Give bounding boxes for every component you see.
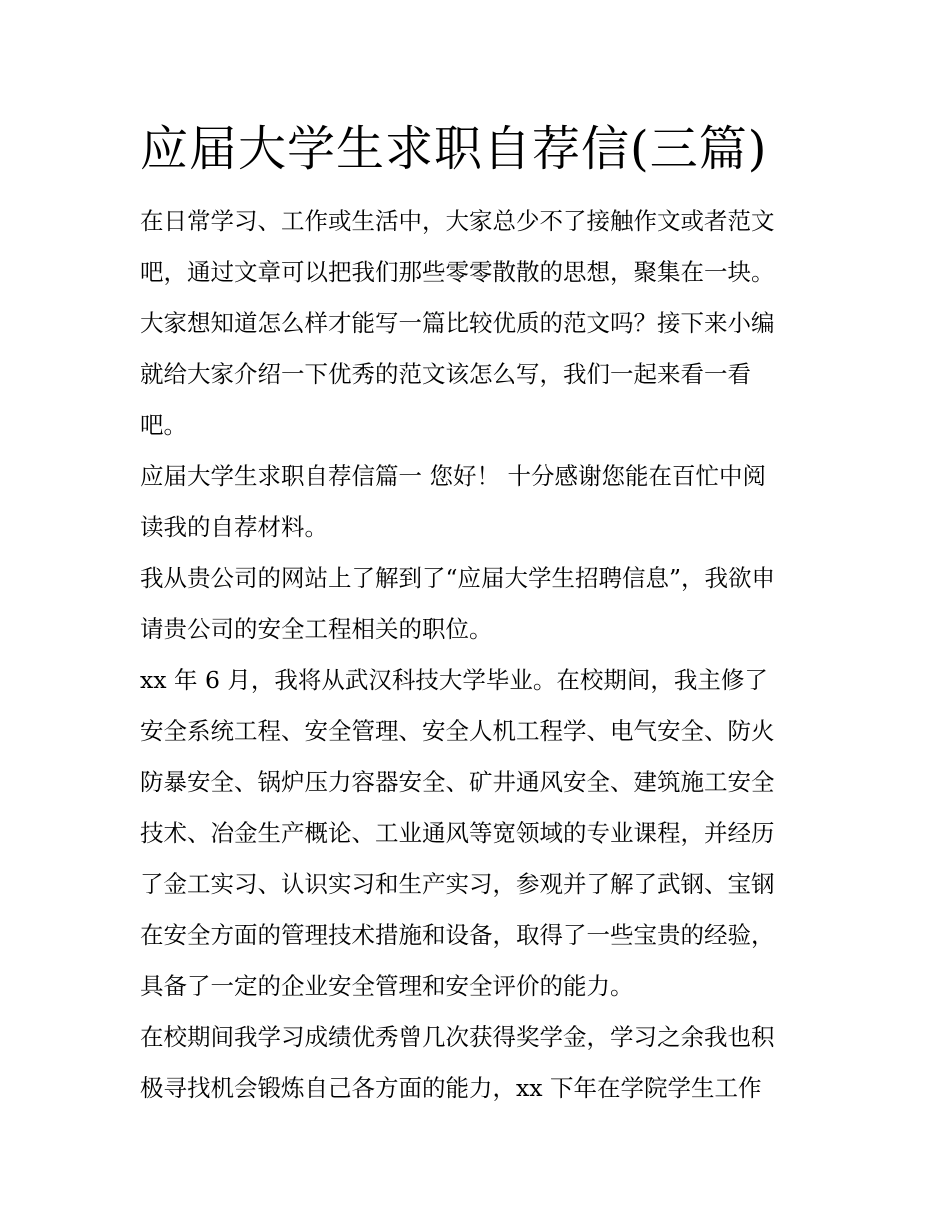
paragraph-greeting [140,451,820,553]
text-line: 具备了一定的企业安全管理和安全评价的能力。 [140,972,634,1000]
text-line: 在校期间我学习成绩优秀曾几次获得奖学金，学习之余我也积 [140,1023,775,1051]
document-body [140,196,820,1114]
paragraph-intro [140,196,820,451]
text-line: 读我的自荐材料。 [140,513,328,541]
document-title: 应届大学生求职自荐信(三篇) [140,121,768,177]
text-line: 了金工实习、认识实习和生产实习，参观并了解了武钢、宝钢 [140,870,775,898]
text-line: 防暴安全、锅炉压力容器安全、矿井通风安全、建筑施工安全 [140,768,775,796]
text-line: xx 年 6 月，我将从武汉科技大学毕业。在校期间，我主修了 [140,666,768,694]
text-line: 技术、冶金生产概论、工业通风等宽领域的专业课程，并经历 [140,819,775,847]
text-line: 极寻找机会锻炼自己各方面的能力，xx 下年在学院学生工作 [140,1074,762,1102]
paragraph-education [140,655,820,1012]
text-line: 请贵公司的安全工程相关的职位。 [140,615,493,643]
text-line: 应届大学生求职自荐信篇一 您好！ 十分感谢您能在百忙中阅 [140,462,766,490]
text-line: 大家想知道怎么样才能写一篇比较优质的范文吗？接下来小编 [140,309,775,337]
text-line: 吧。 [140,411,187,439]
paragraph-position [140,553,820,655]
text-line: 安全系统工程、安全管理、安全人机工程学、电气安全、防火 [140,717,775,745]
text-line: 我从贵公司的网站上了解到了“应届大学生招聘信息”，我欲申 [140,564,776,592]
paragraph-achievements [140,1012,820,1114]
text-line: 在日常学习、工作或生活中，大家总少不了接触作文或者范文 [140,207,775,235]
text-line: 在安全方面的管理技术措施和设备，取得了一些宝贵的经验， [140,921,775,949]
text-line: 就给大家介绍一下优秀的范文该怎么写，我们一起来看一看 [140,360,751,388]
text-line: 吧，通过文章可以把我们那些零零散散的思想，聚集在一块。 [140,258,775,286]
